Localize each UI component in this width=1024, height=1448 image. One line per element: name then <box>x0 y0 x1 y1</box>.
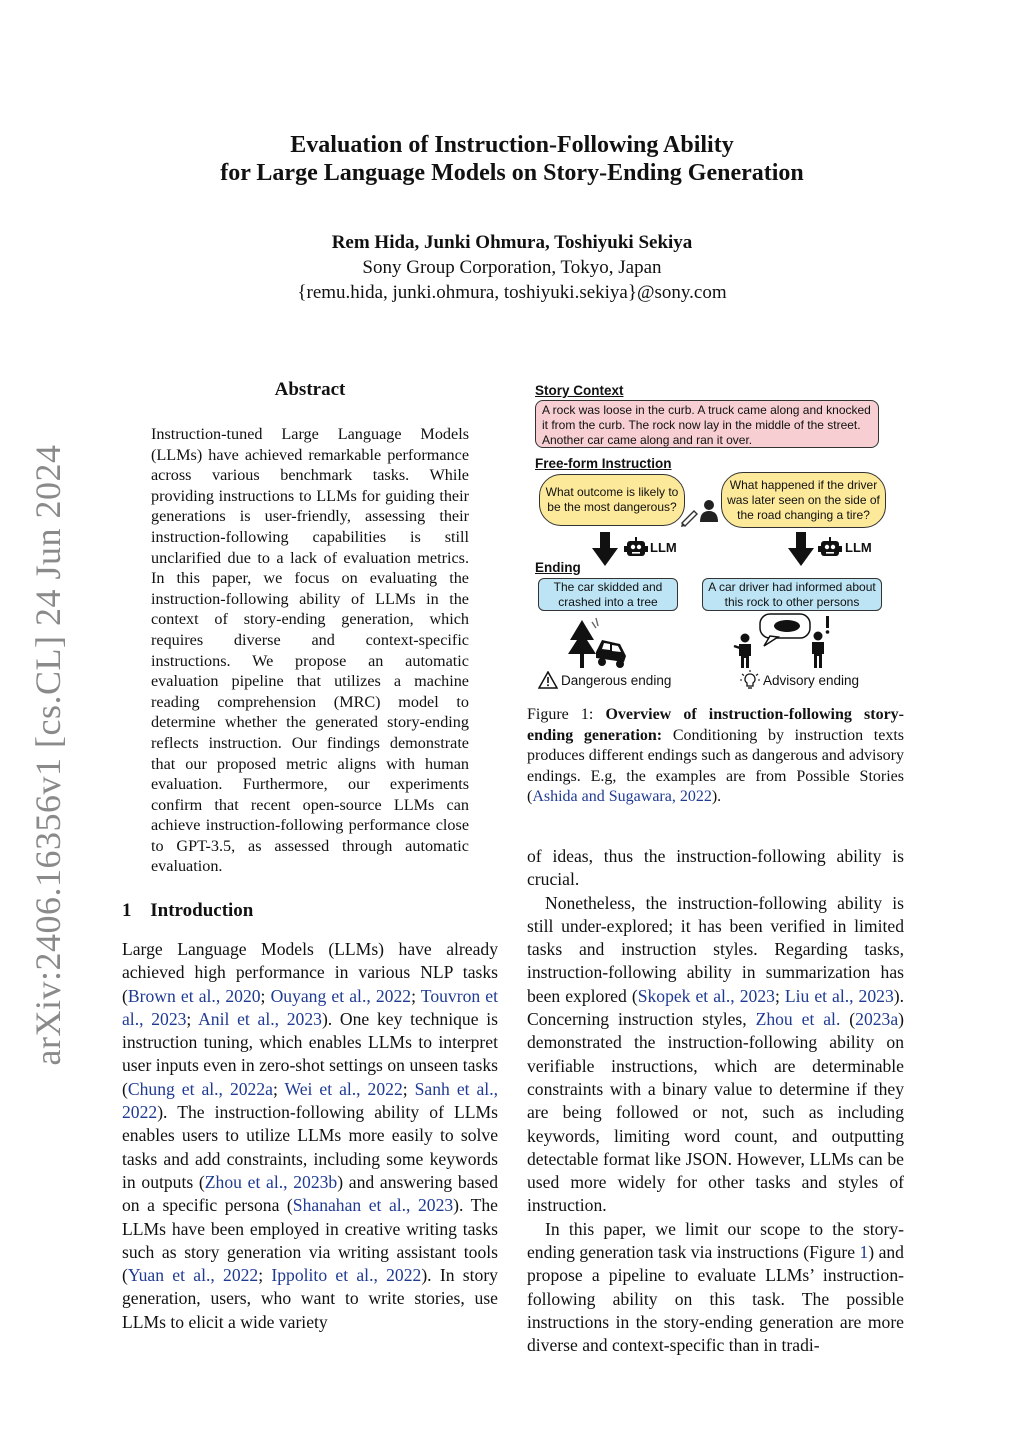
paragraph-text: ; <box>258 1265 272 1286</box>
instruction-label: Free-form Instruction <box>535 456 672 471</box>
author-affiliation: Sony Group Corporation, Tokyo, Japan <box>362 257 662 278</box>
citation-link[interactable]: 1 <box>859 1242 869 1263</box>
citation-link[interactable]: Ouyang et al., 2022 <box>270 985 412 1006</box>
llm-label-left: LLM <box>650 540 677 555</box>
abstract-heading: Abstract <box>274 379 346 400</box>
paragraph-text: ). Concerning instruction styles, <box>527 985 905 1030</box>
author-names: Rem Hida, Junki Ohmura, Toshiyuki Sekiya <box>331 232 693 253</box>
robot-icon-right <box>818 537 842 559</box>
abstract-text: Instruction-tuned Large Language Models (LLMs) have achieved remarkable performance across various benchmark tasks. While providing instructions to LLMs for guiding their generations is user-friendly, assessing their instruction-following capabilities is still unclarified due to a lack of evaluation metrics. In this paper, we focus on evaluating the instruction-following ability of LLMs in the context of story-ending generation, which requires diverse and context-specific instructions. We propose an automatic evaluation pipeline that utilizes a machine reading comprehension (MRC) model to determine whether the generated story-ending reflects instruction. Our findings demonstrate that our proposed metric aligns with human evaluation. Furthermore, our experiments confirm that recent open-source LLMs can achieve instruction-following performance close to GPT-3.5, as assessed through automatic evaluation. <box>151 425 469 876</box>
paragraph-text: ) and propose a pipeline to evaluate LLMs’ instruction-following ability on this task. The possible instructions in the story-ending generation are more diverse and context-specific than in tradi- <box>527 1242 904 1356</box>
intro-right-column <box>527 845 904 1358</box>
title-line-1: Evaluation of Instruction-Following Ability <box>290 132 734 158</box>
person-left-icon <box>734 634 751 669</box>
section-title: Introduction <box>150 900 254 921</box>
citation-link[interactable]: Zhou et al., 2023b <box>204 1171 338 1192</box>
citation-link[interactable]: Sanh et al., 2022 <box>122 1078 498 1123</box>
intro-paragraph-continuation: of ideas, thus the instruction-following ability is crucial. <box>527 846 904 890</box>
citation-link[interactable]: Touvron et al., 2023 <box>122 985 498 1029</box>
ending-box-left: The car skidded and crashed into a tree <box>538 578 678 611</box>
paragraph-text: ) and answering based on a specific persona ( <box>122 1171 498 1216</box>
arxiv-stamp <box>18 444 78 1066</box>
caption-end: ). <box>711 788 722 806</box>
pencil-icon <box>681 511 697 527</box>
speech-bubble-icon <box>760 614 810 646</box>
paragraph-text: ). In story generation, users, who want to write stories, use LLMs to elicit a wide variety <box>122 1265 498 1332</box>
down-arrow-icon-right <box>788 532 814 566</box>
paragraph-text: Nonetheless, the instruction-following ability is still under-explored; it has been verified in limited tasks and instruction styles. Regarding tasks, instruction-following ability in summarization has been explored ( <box>527 892 904 1006</box>
writer-person-icon <box>678 497 724 527</box>
citation-link[interactable]: Zhou et al. <box>755 1009 841 1030</box>
section-heading-introduction <box>122 900 253 922</box>
paragraph-text: ( <box>840 1009 856 1030</box>
author-emails: {remu.hida, junki.ohmura, toshiyuki.sekiya}@sony.com <box>297 282 727 303</box>
paragraph-text: ; <box>774 985 785 1006</box>
caption-prefix: Figure 1: <box>527 706 594 723</box>
llm-label-right: LLM <box>845 540 872 555</box>
paragraph-text: ). One key technique is instruction tuning, which enables LLMs to interpret user inputs even in zero-shot settings on unseen tasks ( <box>122 1008 498 1099</box>
citation-link[interactable]: Yuan et al., 2022 <box>127 1265 259 1286</box>
intro-paragraph-3 <box>527 1218 904 1358</box>
citation-link[interactable]: Wei et al., 2022 <box>284 1078 403 1099</box>
ending-box-right: A car driver had informed about this rock to other persons <box>702 578 882 611</box>
paragraph-text: Large Language Models (LLMs) have already achieved high performance in various NLP tasks ( <box>122 939 498 1006</box>
story-context-label: Story Context <box>535 383 624 398</box>
section-number: 1 <box>122 900 132 921</box>
paragraph-text: ). The LLMs have been employed in creative writing tasks such as story generation via writing assistant tools ( <box>122 1195 498 1286</box>
lightbulb-icon <box>740 670 760 690</box>
paragraph-text: ; <box>272 1078 285 1099</box>
citation-link[interactable]: Liu et al., 2023 <box>784 985 894 1006</box>
intro-paragraph-1 <box>122 938 498 1334</box>
paragraph-text: ; <box>260 985 271 1006</box>
tree-car-crash-icon <box>566 616 632 670</box>
tree-icon <box>568 620 596 668</box>
paragraph-text: ) demonstrated the instruction-following ability on verifiable instructions, which are determinable constraints with a binary value to determine if they are being followed or not, such as including keywords, limiting word count, and outputting detectable format like JSON. However, LLMs can be used more widely for other tasks and styles of instruction. <box>527 1009 904 1216</box>
ending-type-advisory: Advisory ending <box>763 673 860 688</box>
author-block <box>110 230 914 305</box>
story-context-box: A rock was loose in the curb. A truck came along and knocked it from the curb. The rock now lay in the middle of the street. Another car came along and ran it over. <box>535 400 879 448</box>
figure-1-caption <box>527 705 904 808</box>
citation-link[interactable]: 2023a <box>855 1009 899 1030</box>
intro-paragraph-2 <box>527 892 904 1218</box>
robot-icon-left <box>624 537 648 559</box>
caption-bold: Overview of instruction-following story-ending generation: <box>527 706 905 744</box>
paragraph-text: ; <box>186 1008 199 1029</box>
intro-left-column <box>122 938 498 1334</box>
warning-icon <box>538 671 558 689</box>
instruction-bubble-left: What outcome is likely to be the most dangerous? <box>539 474 685 526</box>
citation-link[interactable]: Anil et al., 2023 <box>198 1008 322 1029</box>
person-right-icon <box>812 632 824 669</box>
paragraph-text: ; <box>402 1078 415 1099</box>
citation-link[interactable]: Ippolito et al., 2022 <box>271 1265 422 1286</box>
citation-link[interactable]: Shanahan et al., 2023 <box>292 1195 454 1216</box>
person-icon <box>700 500 718 522</box>
down-arrow-icon-left <box>592 532 618 566</box>
citation-link[interactable]: Chung et al., 2022a <box>127 1078 273 1099</box>
citation-link[interactable]: Brown et al., 2020 <box>127 985 261 1006</box>
paragraph-text: ; <box>411 985 421 1006</box>
ending-label: Ending <box>535 560 581 575</box>
paragraph-text: ). The instruction-following ability of LLMs enables users to utilize LLMs more easily to solve tasks and add constraints, including some keywords in outputs ( <box>122 1102 498 1192</box>
paragraph-text: In this paper, we limit our scope to the story-ending generation task via instructions (Figure <box>527 1218 904 1263</box>
title-line-2: for Large Language Models on Story-Ending Generation <box>220 160 804 186</box>
citation-link[interactable]: Skopek et al., 2023 <box>637 985 775 1006</box>
people-talking-icon <box>730 612 834 670</box>
caption-text: Conditioning by instruction texts produces different endings such as dangerous and advisory endings. E.g, the examples are from Possible Stories ( <box>527 726 904 806</box>
arxiv-id-text: arXiv:2406.16356v1 [cs.CL] 24 Jun 2024 <box>28 444 68 1066</box>
exclamation-icon <box>826 616 830 634</box>
car-icon <box>596 640 626 668</box>
instruction-bubble-right: What happened if the driver was later seen on the side of the road changing a tire? <box>721 472 886 528</box>
ending-type-dangerous: Dangerous ending <box>561 673 672 688</box>
citation-link[interactable]: Ashida and Sugawara, 2022 <box>532 788 712 806</box>
paper-title <box>110 131 914 187</box>
